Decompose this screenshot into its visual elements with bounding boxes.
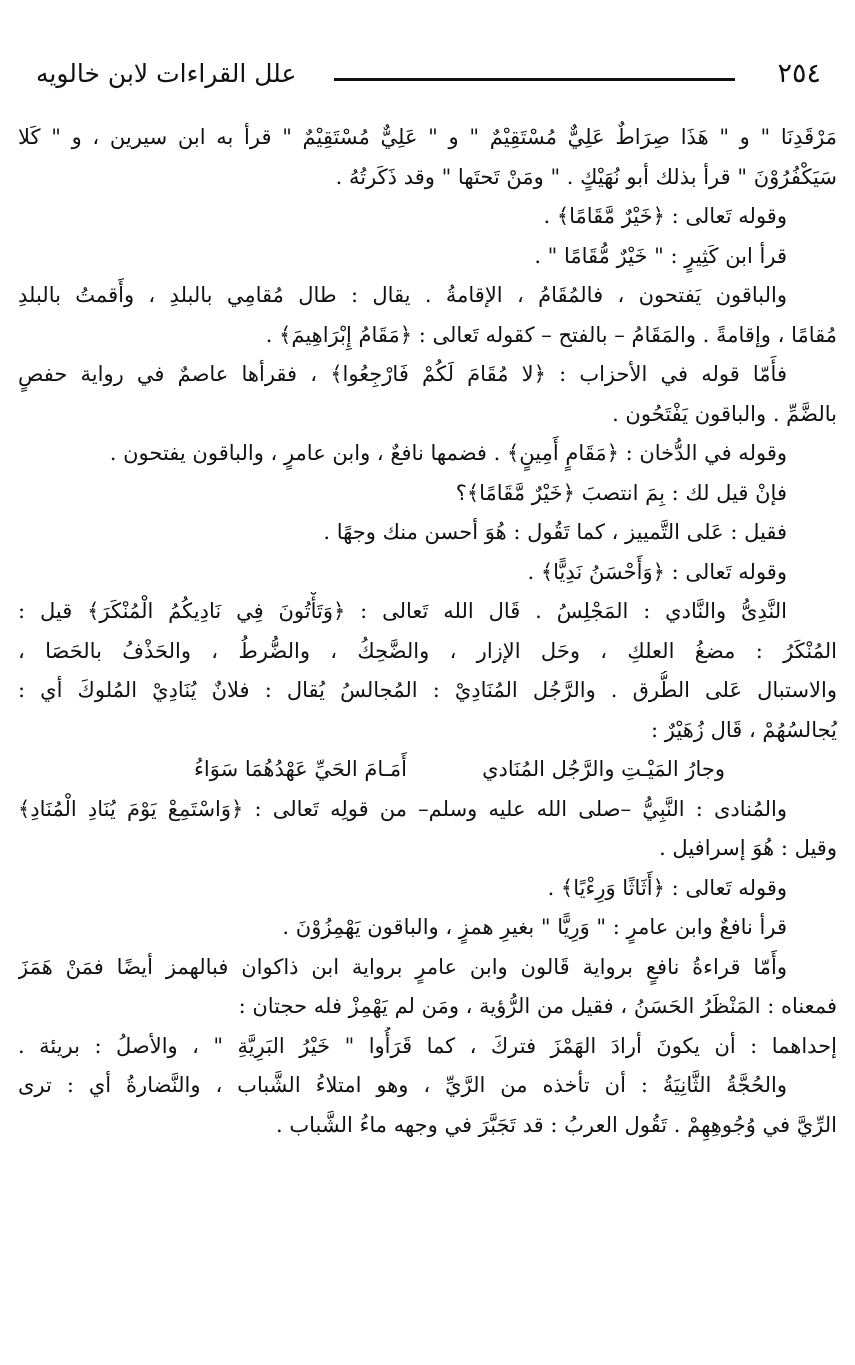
- poetry-verse: [18, 750, 837, 790]
- text-line: فمعناه : المَنْظَرُ الحَسَنُ ، فقيل من الرُّؤية ، ومَن لم يَهْمِزْ فله حجتان :: [238, 994, 837, 1018]
- verse-second-hemistich: أَمَـامَ الحَيِّ عَهْدُهُمَا سَوَاءُ: [194, 757, 407, 781]
- running-title: علل القراءات لابن خالويه: [36, 59, 297, 88]
- text-line: وأَمّا قراءةُ نافعٍ برواية قَالون وابن عامرٍ برواية ابن ذاكوان فبالهمز أيضًا فمَنْ هَمَزَ: [18, 954, 787, 979]
- text-line: فإنْ قيل لك : بِمَ انتصبَ ﴿خَيْرٌ مَّقَامًا﴾؟: [455, 480, 787, 505]
- page-number: ٢٥٤: [777, 58, 821, 89]
- text-line: والحُجَّةُ الثَّانِيَةُ : أن تأخذه من الرَّيِّ ، وهو امتلاءُ الشَّباب ، والنَّضارةُ أي : ترى: [18, 1073, 787, 1097]
- text-line: والباقون يَفتحون ، فالمُقَامُ ، الإقامةُ . يقال : طال مُقامِي بالبلدِ ، وأَقمتُ بالبلدِ: [18, 283, 787, 307]
- text-line: المُنْكَرُ : مضغُ العلكِ ، وحَل الإزار ، والضَّحِكُ ، والضُّرطُ ، والحَذْفُ بالحَصَا ،: [18, 638, 837, 663]
- text-line: قرأ نافعٌ وابن عامرٍ : " وَرِيًّا " بغيرِ همزٍ ، والباقون يَهْمِزُوْنَ .: [282, 915, 787, 939]
- text-line: يُجالسُهُمْ ، قَال زُهَيْرٌ :: [651, 717, 837, 742]
- text-line: والاستبال عَلى الطُّرق . والرَّجُل المُنَادِيْ : المُجالسُ يُقال : فلانٌ يُنَادِيْ المُلوكَ أي :: [18, 678, 837, 702]
- text-line: وقوله تَعالى : ﴿أَثَاثًا وَرِءْيًا﴾ .: [547, 875, 787, 900]
- text-line: مَرْقَدِنَا " و " هَذَا صِرَاطٌ عَلِيٌّ مُسْتَقِيْمٌ " و " عَلِيٌّ مُسْتَقِيْمٌ " قرأ به ابن سيرين ، و " كَلا: [18, 125, 837, 149]
- text-line: والمُنادى : النَّبِيُّ –صلى الله عليه وسلم– من قولِه تَعالى : ﴿وَاسْتَمِعْ يَوْمَ يُنَادِ الْمُنَادِ﴾: [18, 796, 787, 821]
- page-header: [28, 56, 827, 96]
- text-line: سَيَكْفُرُوْنَ " قرأ بذلك أبو نُهَيْكٍ . " ومَنْ تَحتَها " وقد ذَكَرتُهُ .: [335, 164, 837, 189]
- text-line: بالضَّمِّ . والباقون يَفْتَحُون .: [612, 401, 837, 426]
- text-line: إحداهما : أن يكونَ أرادَ الهَمْزَ فتركَ ، كما قَرَأُوا " خَيْرُ البَرِيَّةِ " ، والأصلُ : بريئة .: [18, 1033, 837, 1058]
- body-text: [18, 118, 837, 1145]
- header-rule: [334, 78, 735, 81]
- text-line: وقيل : هُوَ إسرافيل .: [659, 836, 837, 860]
- text-line: النَّدِىُّ والنَّادي : المَجْلِسُ . قَال الله تَعالى : ﴿وَتَأْتُونَ فِي نَادِيكُمُ الْمُنْكَرَ﴾ قيل :: [18, 599, 787, 623]
- text-line: فأَمّا قوله في الأحزاب : ﴿لا مُقَامَ لَكُمْ فَارْجِعُوا﴾ ، فقرأها عاصمٌ في رواية حفصٍ: [18, 362, 787, 386]
- text-line: الرِّيَّ في وُجُوهِهِمْ . تَقُول العربُ : قد تَجَبَّرَ في وجهه ماءُ الشَّباب .: [276, 1112, 837, 1137]
- text-line: وقوله في الدُّخان : ﴿مَقَامٍ أَمِينٍ﴾ . فضمها نافعٌ ، وابن عامرٍ ، والباقون يفتحون .: [109, 441, 787, 465]
- text-line: قرأ ابن كَثِيرٍ : " خَيْرٌ مُّقَامًا " .: [534, 243, 787, 268]
- text-line: مُقامًا ، وإقامةً . والمَقَامُ – بالفتح – كقوله تَعالى : ﴿مَقَامُ إِبْرَاهِيمَ﴾ .: [265, 322, 837, 347]
- text-line: وقوله تَعالى : ﴿خَيْرٌ مَّقَامًا﴾ .: [543, 204, 787, 228]
- text-line: وقوله تَعالى : ﴿وَأَحْسَنُ نَدِيًّا﴾ .: [527, 559, 787, 584]
- text-line: فقيل : عَلى التَّمييز ، كما تَقُول : هُوَ أحسن منك وجهًا .: [323, 520, 787, 544]
- verse-first-hemistich: وجارُ المَيْـتِ والرَّجُل المُنَادي: [482, 757, 725, 781]
